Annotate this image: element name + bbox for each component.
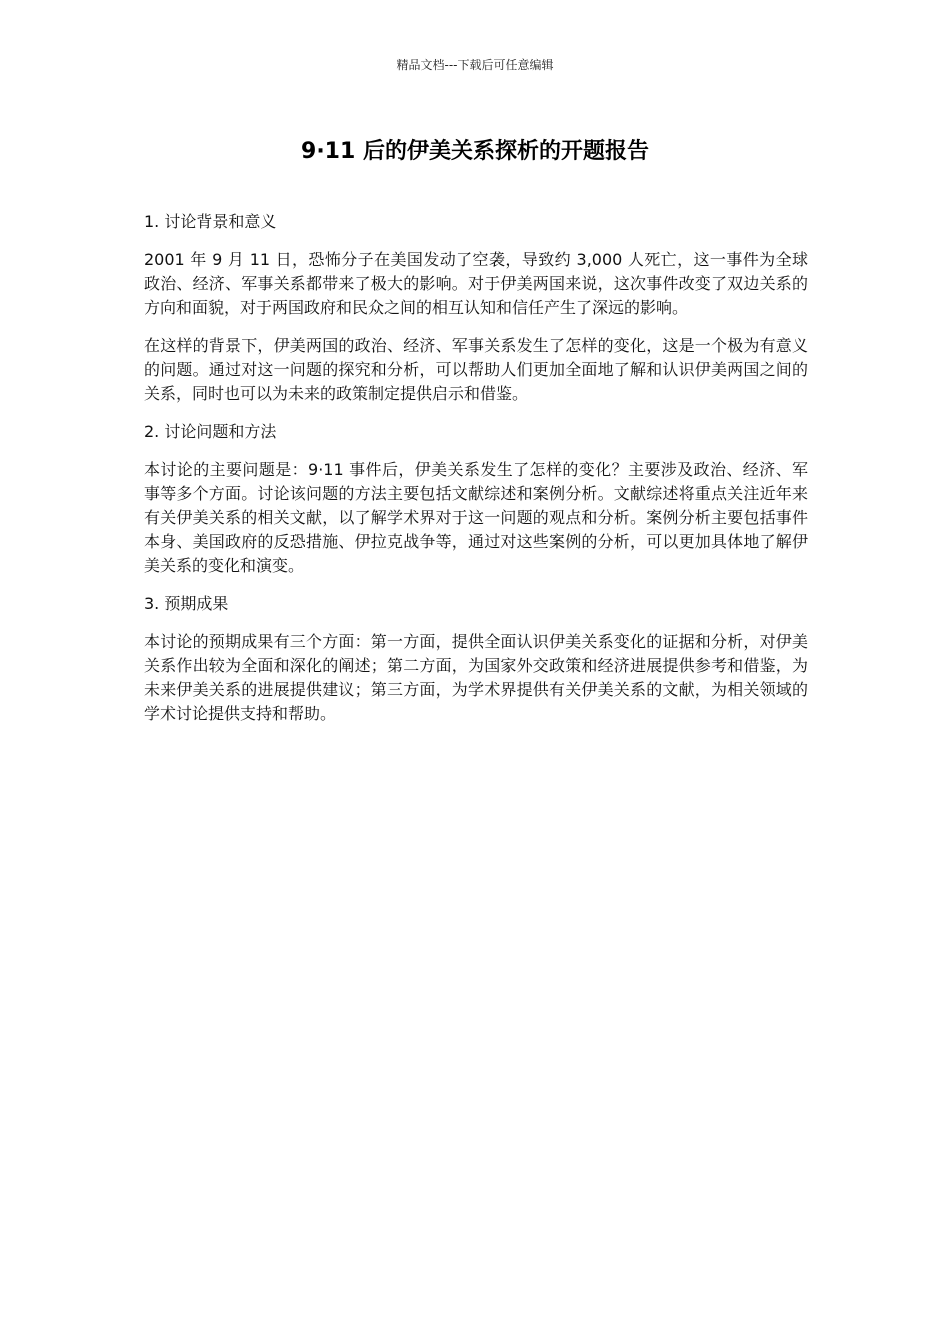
paragraph: 本讨论的预期成果有三个方面：第一方面，提供全面认识伊美关系变化的证据和分析，对伊美关系作出较为全面和深化的阐述；第二方面，为国家外交政策和经济进展提供参考和借鉴，为未来伊美关系的进展提供建议；第三方面，为学术界提供有关伊美关系的文献，为相关领域的学术讨论提供支持和帮助。: [144, 632, 808, 723]
paragraph: 本讨论的主要问题是：9·11 事件后，伊美关系发生了怎样的变化？主要涉及政治、经济、军事等多个方面。讨论该问题的方法主要包括文献综述和案例分析。文献综述将重点关注近年来有关伊美关系的相关文献，以了解学术界对于这一问题的观点和分析。案例分析主要包括事件本身、美国政府的反恐措施、伊拉克战争等，通过对这些案例的分析，可以更加具体地了解伊美关系的变化和演变。: [144, 460, 808, 575]
section-expected-results: [144, 592, 808, 726]
document-body: [144, 210, 808, 740]
section-heading: 1. 讨论背景和意义: [144, 212, 277, 231]
paragraph: 2001 年 9 月 11 日，恐怖分子在美国发动了空袭，导致约 3,000 人死亡，这一事件为全球政治、经济、军事关系都带来了极大的影响。对于伊美两国来说，这次事件改变了双边关系的方向和面貌，对于两国政府和民众之间的相互认知和信任产生了深远的影响。: [144, 250, 808, 317]
section-heading: 2. 讨论问题和方法: [144, 422, 277, 441]
section-heading: 3. 预期成果: [144, 594, 229, 613]
section-questions-methods: [144, 420, 808, 578]
document-title: 9·11 后的伊美关系探析的开题报告: [301, 139, 649, 164]
header-note: 精品文档---下载后可任意编辑: [396, 58, 554, 72]
section-background: [144, 210, 808, 406]
paragraph: 在这样的背景下，伊美两国的政治、经济、军事关系发生了怎样的变化，这是一个极为有意义的问题。通过对这一问题的探究和分析，可以帮助人们更加全面地了解和认识伊美两国之间的关系，同时也可以为未来的政策制定提供启示和借鉴。: [144, 336, 808, 403]
